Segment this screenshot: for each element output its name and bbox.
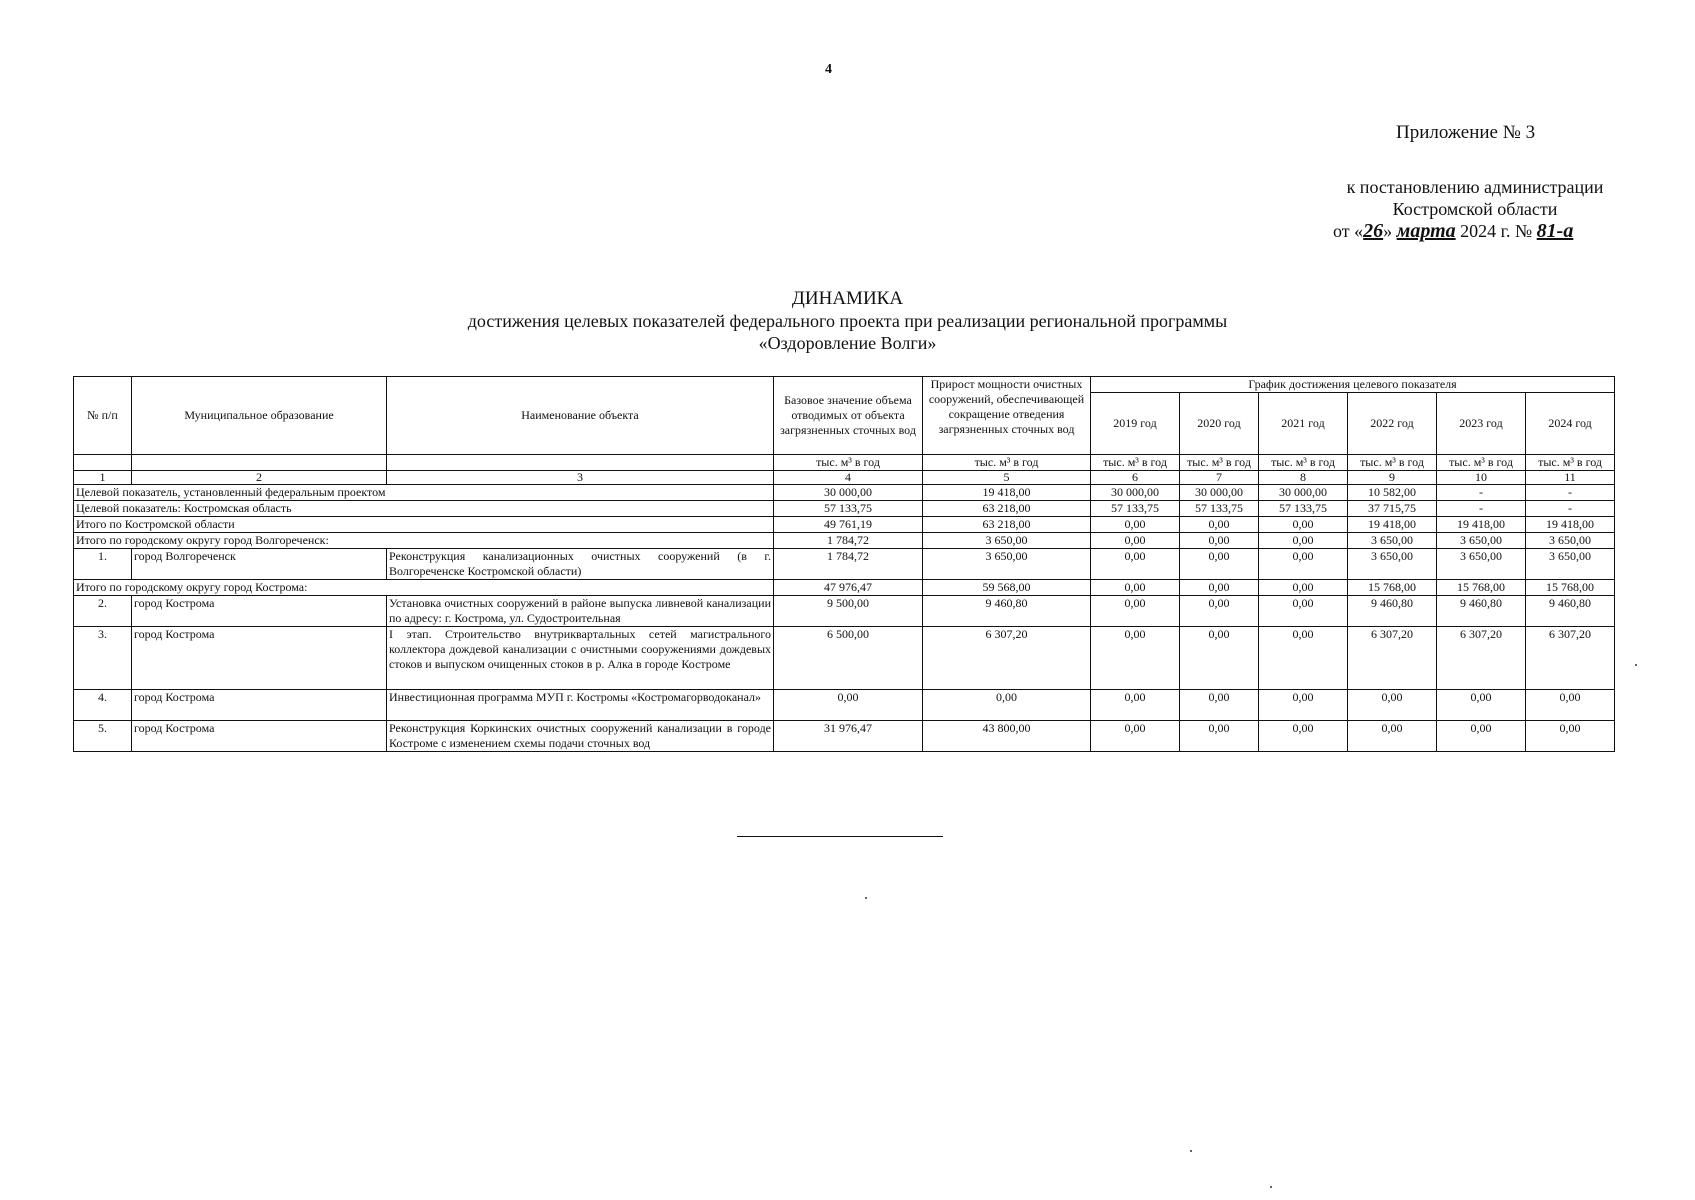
- cell-value: 3 650,00: [1437, 549, 1526, 580]
- cell-value: 0,00: [1259, 549, 1348, 580]
- document-heading: [0, 288, 1695, 354]
- scan-speck: [1270, 1186, 1272, 1188]
- row-object: Реконструкция канализационных очистных сооружений (в г. Волгореченске Костромской области): [387, 549, 774, 580]
- cell-value: 19 418,00: [1526, 517, 1615, 533]
- cell-value: 9 460,80: [923, 596, 1091, 627]
- cell-value: 6 307,20: [1526, 627, 1615, 690]
- header-year: 2022 год: [1348, 393, 1437, 455]
- document-number: 81-а: [1536, 220, 1574, 242]
- cell-value: 19 418,00: [1437, 517, 1526, 533]
- cell-value: 0,00: [1259, 517, 1348, 533]
- cell-value: 0,00: [923, 690, 1091, 721]
- table-row-region-total: [74, 517, 1615, 533]
- cell-value: 63 218,00: [923, 501, 1091, 517]
- header-year: 2020 год: [1180, 393, 1259, 455]
- scan-speck: [1190, 1150, 1192, 1152]
- header-units: тыс. м³ в год: [1348, 455, 1437, 471]
- row-label: Итого по Костромской области: [74, 517, 774, 533]
- cell-value: 0,00: [1180, 549, 1259, 580]
- row-municipality: город Кострома: [132, 627, 387, 690]
- annex-reference: [1330, 176, 1620, 242]
- row-number: 3.: [74, 627, 132, 690]
- column-number: 8: [1259, 471, 1348, 485]
- table-row-kostroma-total: [74, 580, 1615, 596]
- column-numbers-row: [74, 471, 1615, 485]
- cell-value: 3 650,00: [1348, 533, 1437, 549]
- cell-value: 6 500,00: [774, 627, 923, 690]
- header-units: тыс. м³ в год: [774, 455, 923, 471]
- header-year: 2024 год: [1526, 393, 1615, 455]
- cell-value: 1 784,72: [774, 533, 923, 549]
- header-units: тыс. м³ в год: [1180, 455, 1259, 471]
- cell-value: 6 307,20: [1348, 627, 1437, 690]
- header-capacity-increase: Прирост мощности очистных сооружений, обеспечивающей сокращение отведения загрязненных сточных вод: [923, 377, 1091, 455]
- cell-value: 0,00: [1259, 533, 1348, 549]
- column-number: 11: [1526, 471, 1615, 485]
- column-number: 7: [1180, 471, 1259, 485]
- cell-value: 15 768,00: [1437, 580, 1526, 596]
- row-number: 4.: [74, 690, 132, 721]
- cell-value: 3 650,00: [1526, 533, 1615, 549]
- row-label: Итого по городскому округу город Кострома:: [74, 580, 774, 596]
- row-object: I этап. Строительство внутриквартальных сетей магистрального коллектора дождевой канализации с очистными сооружениями дождевых стоков и выпуском очищенных стоков в р. Алка в городе Костроме: [387, 627, 774, 690]
- header-year: 2023 год: [1437, 393, 1526, 455]
- cell-value: 9 460,80: [1348, 596, 1437, 627]
- table-row: [74, 596, 1615, 627]
- cell-value: 0,00: [1259, 721, 1348, 752]
- table-row: [74, 627, 1615, 690]
- header-units: тыс. м³ в год: [1437, 455, 1526, 471]
- date-month: марта: [1396, 220, 1456, 242]
- annex-title: Приложение № 3: [1396, 122, 1536, 143]
- cell-value: 0,00: [1259, 627, 1348, 690]
- cell-value: 30 000,00: [1180, 485, 1259, 501]
- header-object: Наименование объекта: [387, 377, 774, 455]
- header-units: тыс. м³ в год: [1526, 455, 1615, 471]
- column-number: 2: [132, 471, 387, 485]
- header-row-1: [74, 377, 1615, 393]
- cell-value: 10 582,00: [1348, 485, 1437, 501]
- header-row-units: [74, 455, 1615, 471]
- annex-date-line: [1333, 220, 1620, 242]
- annex-line-2: Костромской области: [1392, 199, 1558, 219]
- header-year: 2019 год: [1091, 393, 1180, 455]
- cell-value: 0,00: [1091, 690, 1180, 721]
- cell-value: 0,00: [1526, 721, 1615, 752]
- annex-line-1: к постановлению администрации: [1346, 177, 1604, 197]
- cell-value: 0,00: [1091, 533, 1180, 549]
- cell-value: 57 133,75: [774, 501, 923, 517]
- cell-value: 43 800,00: [923, 721, 1091, 752]
- row-municipality: город Кострома: [132, 690, 387, 721]
- cell-value: -: [1526, 501, 1615, 517]
- column-number: 9: [1348, 471, 1437, 485]
- cell-value: 9 460,80: [1437, 596, 1526, 627]
- table-row: [74, 721, 1615, 752]
- cell-value: 19 418,00: [923, 485, 1091, 501]
- cell-value: 3 650,00: [923, 533, 1091, 549]
- cell-value: 3 650,00: [1437, 533, 1526, 549]
- cell-value: 0,00: [1091, 596, 1180, 627]
- date-year: 2024 г. №: [1460, 221, 1533, 241]
- cell-value: 30 000,00: [774, 485, 923, 501]
- cell-value: -: [1437, 485, 1526, 501]
- cell-value: 0,00: [1348, 690, 1437, 721]
- row-number: 2.: [74, 596, 132, 627]
- column-number: 1: [74, 471, 132, 485]
- header-units: тыс. м³ в год: [1259, 455, 1348, 471]
- row-municipality: город Кострома: [132, 721, 387, 752]
- column-number: 4: [774, 471, 923, 485]
- table-row: [74, 549, 1615, 580]
- cell-value: 0,00: [1526, 690, 1615, 721]
- row-label: Итого по городскому округу город Волгореченск:: [74, 533, 774, 549]
- row-municipality: город Волгореченск: [132, 549, 387, 580]
- cell-value: 0,00: [1180, 690, 1259, 721]
- cell-value: 59 568,00: [923, 580, 1091, 596]
- cell-value: 0,00: [1091, 517, 1180, 533]
- header-units: тыс. м³ в год: [923, 455, 1091, 471]
- header-schedule: График достижения целевого показателя: [1091, 377, 1615, 393]
- cell-value: 0,00: [1180, 721, 1259, 752]
- cell-value: 63 218,00: [923, 517, 1091, 533]
- cell-value: 0,00: [1259, 580, 1348, 596]
- column-number: 10: [1437, 471, 1526, 485]
- row-municipality: город Кострома: [132, 596, 387, 627]
- cell-value: 0,00: [774, 690, 923, 721]
- cell-value: 57 133,75: [1259, 501, 1348, 517]
- cell-value: 0,00: [1180, 533, 1259, 549]
- scan-speck: [1635, 664, 1637, 666]
- heading-line-2: достижения целевых показателей федерального проекта при реализации региональной программы: [467, 311, 1228, 331]
- cell-value: 9 460,80: [1526, 596, 1615, 627]
- cell-value: 0,00: [1437, 690, 1526, 721]
- date-day: 26: [1363, 220, 1384, 242]
- cell-value: 57 133,75: [1091, 501, 1180, 517]
- cell-value: 37 715,75: [1348, 501, 1437, 517]
- heading-main: ДИНАМИКА: [791, 288, 904, 309]
- cell-value: 30 000,00: [1259, 485, 1348, 501]
- cell-value: -: [1526, 485, 1615, 501]
- separator-line: [737, 836, 943, 837]
- row-number: 5.: [74, 721, 132, 752]
- cell-value: 6 307,20: [1437, 627, 1526, 690]
- row-object: Инвестиционная программа МУП г. Костромы «Костромагорводоканал»: [387, 690, 774, 721]
- cell-value: 0,00: [1259, 690, 1348, 721]
- cell-value: 57 133,75: [1180, 501, 1259, 517]
- cell-value: -: [1437, 501, 1526, 517]
- cell-value: 0,00: [1437, 721, 1526, 752]
- cell-value: 0,00: [1091, 580, 1180, 596]
- dynamics-table: [73, 376, 1615, 752]
- cell-value: 0,00: [1180, 596, 1259, 627]
- date-mid: »: [1383, 221, 1393, 241]
- column-number: 5: [923, 471, 1091, 485]
- row-label: Целевой показатель, установленный федеральным проектом: [74, 485, 774, 501]
- cell-value: 0,00: [1348, 721, 1437, 752]
- header-municipality: Муниципальное образование: [132, 377, 387, 455]
- column-number: 6: [1091, 471, 1180, 485]
- cell-value: 0,00: [1091, 549, 1180, 580]
- cell-value: 3 650,00: [923, 549, 1091, 580]
- cell-value: 0,00: [1091, 721, 1180, 752]
- header-no: № п/п: [74, 377, 132, 455]
- page-number: 4: [825, 62, 832, 77]
- cell-value: 0,00: [1091, 627, 1180, 690]
- cell-value: 19 418,00: [1348, 517, 1437, 533]
- cell-value: 0,00: [1259, 596, 1348, 627]
- row-number: 1.: [74, 549, 132, 580]
- table-row-volgorechensk-total: [74, 533, 1615, 549]
- row-object: Установка очистных сооружений в районе выпуска ливневой канализации по адресу: г. Кострома, ул. Судостроительная: [387, 596, 774, 627]
- cell-value: 0,00: [1180, 580, 1259, 596]
- cell-value: 15 768,00: [1348, 580, 1437, 596]
- header-units-blank: [74, 455, 132, 471]
- row-label: Целевой показатель: Костромская область: [74, 501, 774, 517]
- cell-value: 47 976,47: [774, 580, 923, 596]
- table-row-region-target: [74, 501, 1615, 517]
- cell-value: 0,00: [1180, 517, 1259, 533]
- header-units-blank: [132, 455, 387, 471]
- cell-value: 0,00: [1180, 627, 1259, 690]
- header-year: 2021 год: [1259, 393, 1348, 455]
- row-object: Реконструкция Коркинских очистных сооружений канализации в городе Костроме с изменением схемы подачи сточных вод: [387, 721, 774, 752]
- cell-value: 49 761,19: [774, 517, 923, 533]
- cell-value: 3 650,00: [1348, 549, 1437, 580]
- header-units-blank: [387, 455, 774, 471]
- date-prefix: от «: [1333, 221, 1364, 241]
- header-base-value: Базовое значение объема отводимых от объекта загрязненных сточных вод: [774, 377, 923, 455]
- header-units: тыс. м³ в год: [1091, 455, 1180, 471]
- scan-speck: [865, 897, 867, 899]
- cell-value: 15 768,00: [1526, 580, 1615, 596]
- heading-line-3: «Оздоровление Волги»: [758, 333, 937, 353]
- cell-value: 31 976,47: [774, 721, 923, 752]
- cell-value: 9 500,00: [774, 596, 923, 627]
- cell-value: 30 000,00: [1091, 485, 1180, 501]
- cell-value: 6 307,20: [923, 627, 1091, 690]
- column-number: 3: [387, 471, 774, 485]
- table-row-federal-target: [74, 485, 1615, 501]
- cell-value: 1 784,72: [774, 549, 923, 580]
- table-row: [74, 690, 1615, 721]
- cell-value: 3 650,00: [1526, 549, 1615, 580]
